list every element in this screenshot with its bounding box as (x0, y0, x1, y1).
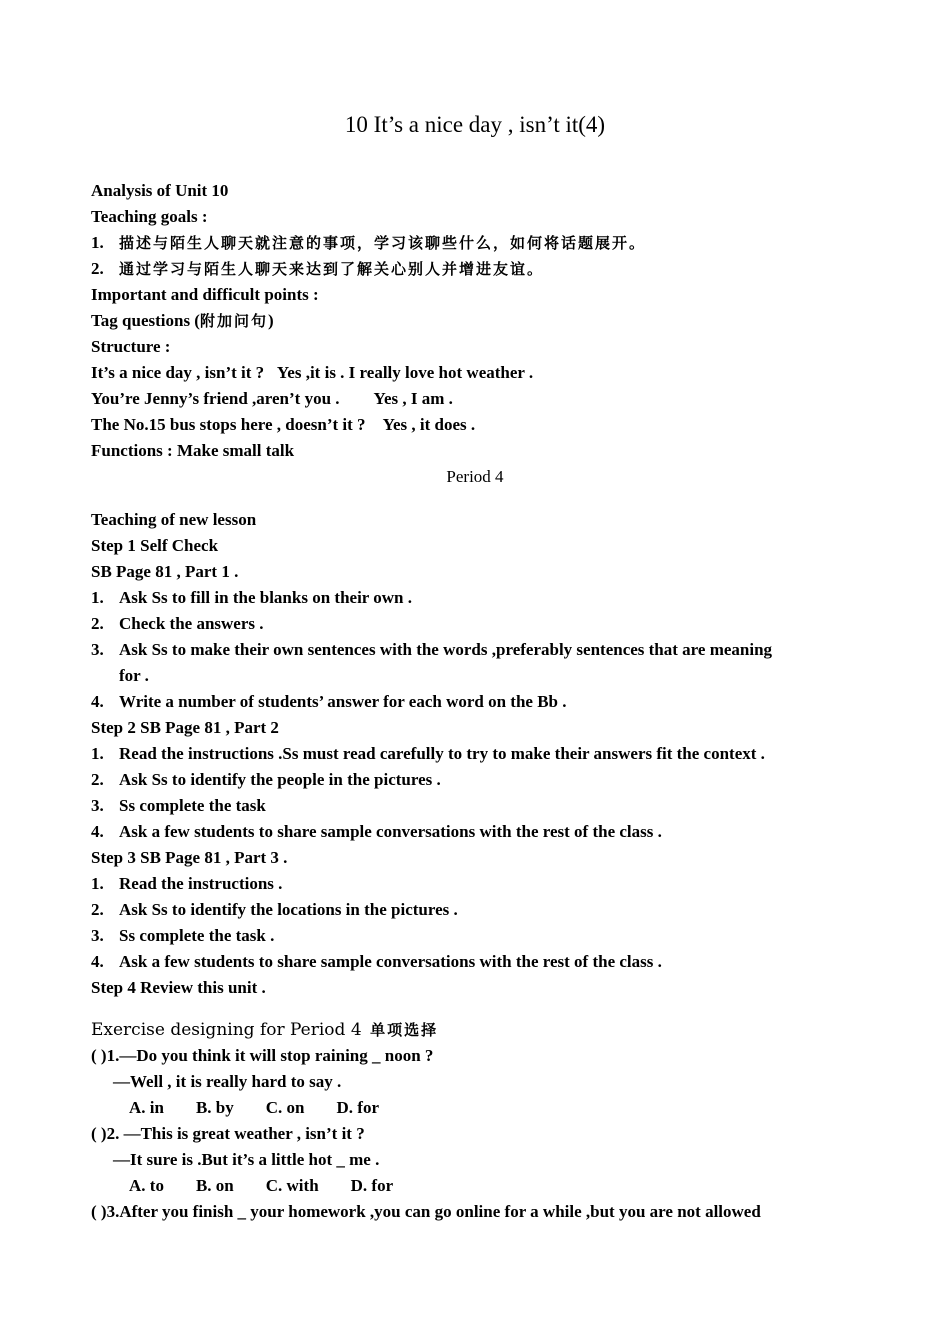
exercise-heading-line (91, 1017, 871, 1043)
goal-item (91, 256, 871, 282)
list-text: Ask Ss to identify the people in the pictures . (119, 770, 441, 789)
tag-questions-cn: 附加问句 (199, 312, 268, 330)
tag-questions-close: ) (267, 311, 274, 330)
list-text: Ask Ss to make their own sentences with the words ,preferably sentences that are meaning (119, 640, 773, 659)
list-text: Ss complete the task . (119, 926, 275, 945)
structure-answer: Yes ,it is . I really love hot weather . (276, 363, 534, 382)
list-text: Ask Ss to identify the locations in the pictures . (119, 900, 458, 919)
list-number: 3. (91, 640, 104, 659)
question-2-reply: —It sure is .But it’s a little hot _ me . (113, 1150, 380, 1169)
spacer (91, 490, 871, 507)
option: D. for (350, 1176, 394, 1195)
tag-questions-line (91, 308, 871, 334)
question-1-options (91, 1095, 871, 1121)
list-text: Read the instructions .Ss must read carefully to try to make their answers fit the context . (119, 744, 765, 763)
question-3: ( )3.After you finish _ your homework ,you can go online for a while ,but you are not allowed (91, 1202, 761, 1221)
structure-example (91, 386, 871, 412)
list-number: 4. (91, 692, 104, 711)
list-item (91, 637, 871, 663)
lesson-heading: Teaching of new lesson (91, 510, 257, 529)
question-1: ( )1.—Do you think it will stop raining _ noon ? (91, 1046, 434, 1065)
spacer (91, 1001, 871, 1017)
structure-example (91, 360, 871, 386)
list-text: Write a number of students’ answer for each word on the Bb . (119, 692, 567, 711)
option: A. to (129, 1176, 164, 1195)
step-1-heading: Step 1 Self Check (91, 536, 219, 555)
list-number: 1. (91, 588, 104, 607)
list-number: 4. (91, 822, 104, 841)
list-item (91, 767, 871, 793)
structure-question: The No.15 bus stops here , doesn’t it ? (91, 415, 366, 434)
structure-example (91, 412, 871, 438)
analysis-heading: Analysis of Unit 10 (91, 181, 229, 200)
list-text: Ask Ss to fill in the blanks on their own . (119, 588, 413, 607)
list-item (91, 871, 871, 897)
list-item (91, 897, 871, 923)
option: B. on (195, 1176, 234, 1195)
exercise-heading-cn: 单项选择 (370, 1021, 439, 1039)
list-text: Ask a few students to share sample conversations with the rest of the class . (119, 822, 662, 841)
option: D. for (336, 1098, 379, 1117)
structure-question: You’re Jenny’s friend ,aren’t you . (91, 389, 340, 408)
list-number: 4. (91, 952, 104, 971)
list-number: 2. (91, 900, 104, 919)
goal-text: 通过学习与陌生人聊天来达到了解关心别人并增进友谊。 (119, 260, 545, 278)
option: C. on (265, 1098, 305, 1117)
list-number: 2. (91, 614, 104, 633)
list-item (91, 819, 871, 845)
period-label: Period 4 (446, 467, 504, 486)
document-title: 10 It’s a nice day , isn’t it(4) (344, 112, 606, 137)
list-item (91, 611, 871, 637)
list-number: 1. (91, 874, 104, 893)
list-item (91, 923, 871, 949)
points-label: Important and difficult points : (91, 285, 319, 304)
structure-question: It’s a nice day , isn’t it ? (91, 363, 265, 382)
list-text: Ss complete the task (119, 796, 266, 815)
question-1-reply: —Well , it is really hard to say . (113, 1072, 342, 1091)
option: C. with (265, 1176, 319, 1195)
list-item (91, 585, 871, 611)
list-item (91, 741, 871, 767)
list-number: 3. (91, 796, 104, 815)
list-item (91, 689, 871, 715)
list-number: 1. (91, 744, 104, 763)
functions-line: Functions : Make small talk (91, 441, 295, 460)
step-3-heading: Step 3 SB Page 81 , Part 3 . (91, 848, 288, 867)
tag-questions-en: Tag questions ( (91, 311, 200, 330)
step-1-subheading: SB Page 81 , Part 1 . (91, 562, 239, 581)
question-2: ( )2. —This is great weather , isn’t it ? (91, 1124, 365, 1143)
list-item (91, 949, 871, 975)
exercise-heading: Exercise designing for Period 4 (91, 1020, 362, 1040)
list-number: 2. (91, 770, 104, 789)
structure-answer: Yes , I am . (373, 389, 453, 408)
teaching-goals-label: Teaching goals : (91, 207, 208, 226)
structure-label: Structure : (91, 337, 171, 356)
list-number: 3. (91, 926, 104, 945)
list-text: Check the answers . (119, 614, 264, 633)
question-2-options (91, 1173, 871, 1199)
list-item (91, 793, 871, 819)
step-2-heading: Step 2 SB Page 81 , Part 2 (91, 718, 279, 737)
list-text: Ask a few students to share sample conversations with the rest of the class . (119, 952, 662, 971)
structure-answer: Yes , it does . (382, 415, 476, 434)
document-body (91, 178, 871, 1225)
goal-number: 2. (91, 259, 104, 278)
list-text: Read the instructions . (119, 874, 283, 893)
goal-number: 1. (91, 233, 104, 252)
option: B. by (195, 1098, 234, 1117)
list-item-continuation: for . (119, 666, 149, 685)
step-4-heading: Step 4 Review this unit . (91, 978, 266, 997)
option: A. in (129, 1098, 164, 1117)
goal-item (91, 230, 871, 256)
goal-text: 描述与陌生人聊天就注意的事项，学习该聊些什么，如何将话题展开。 (119, 234, 647, 252)
